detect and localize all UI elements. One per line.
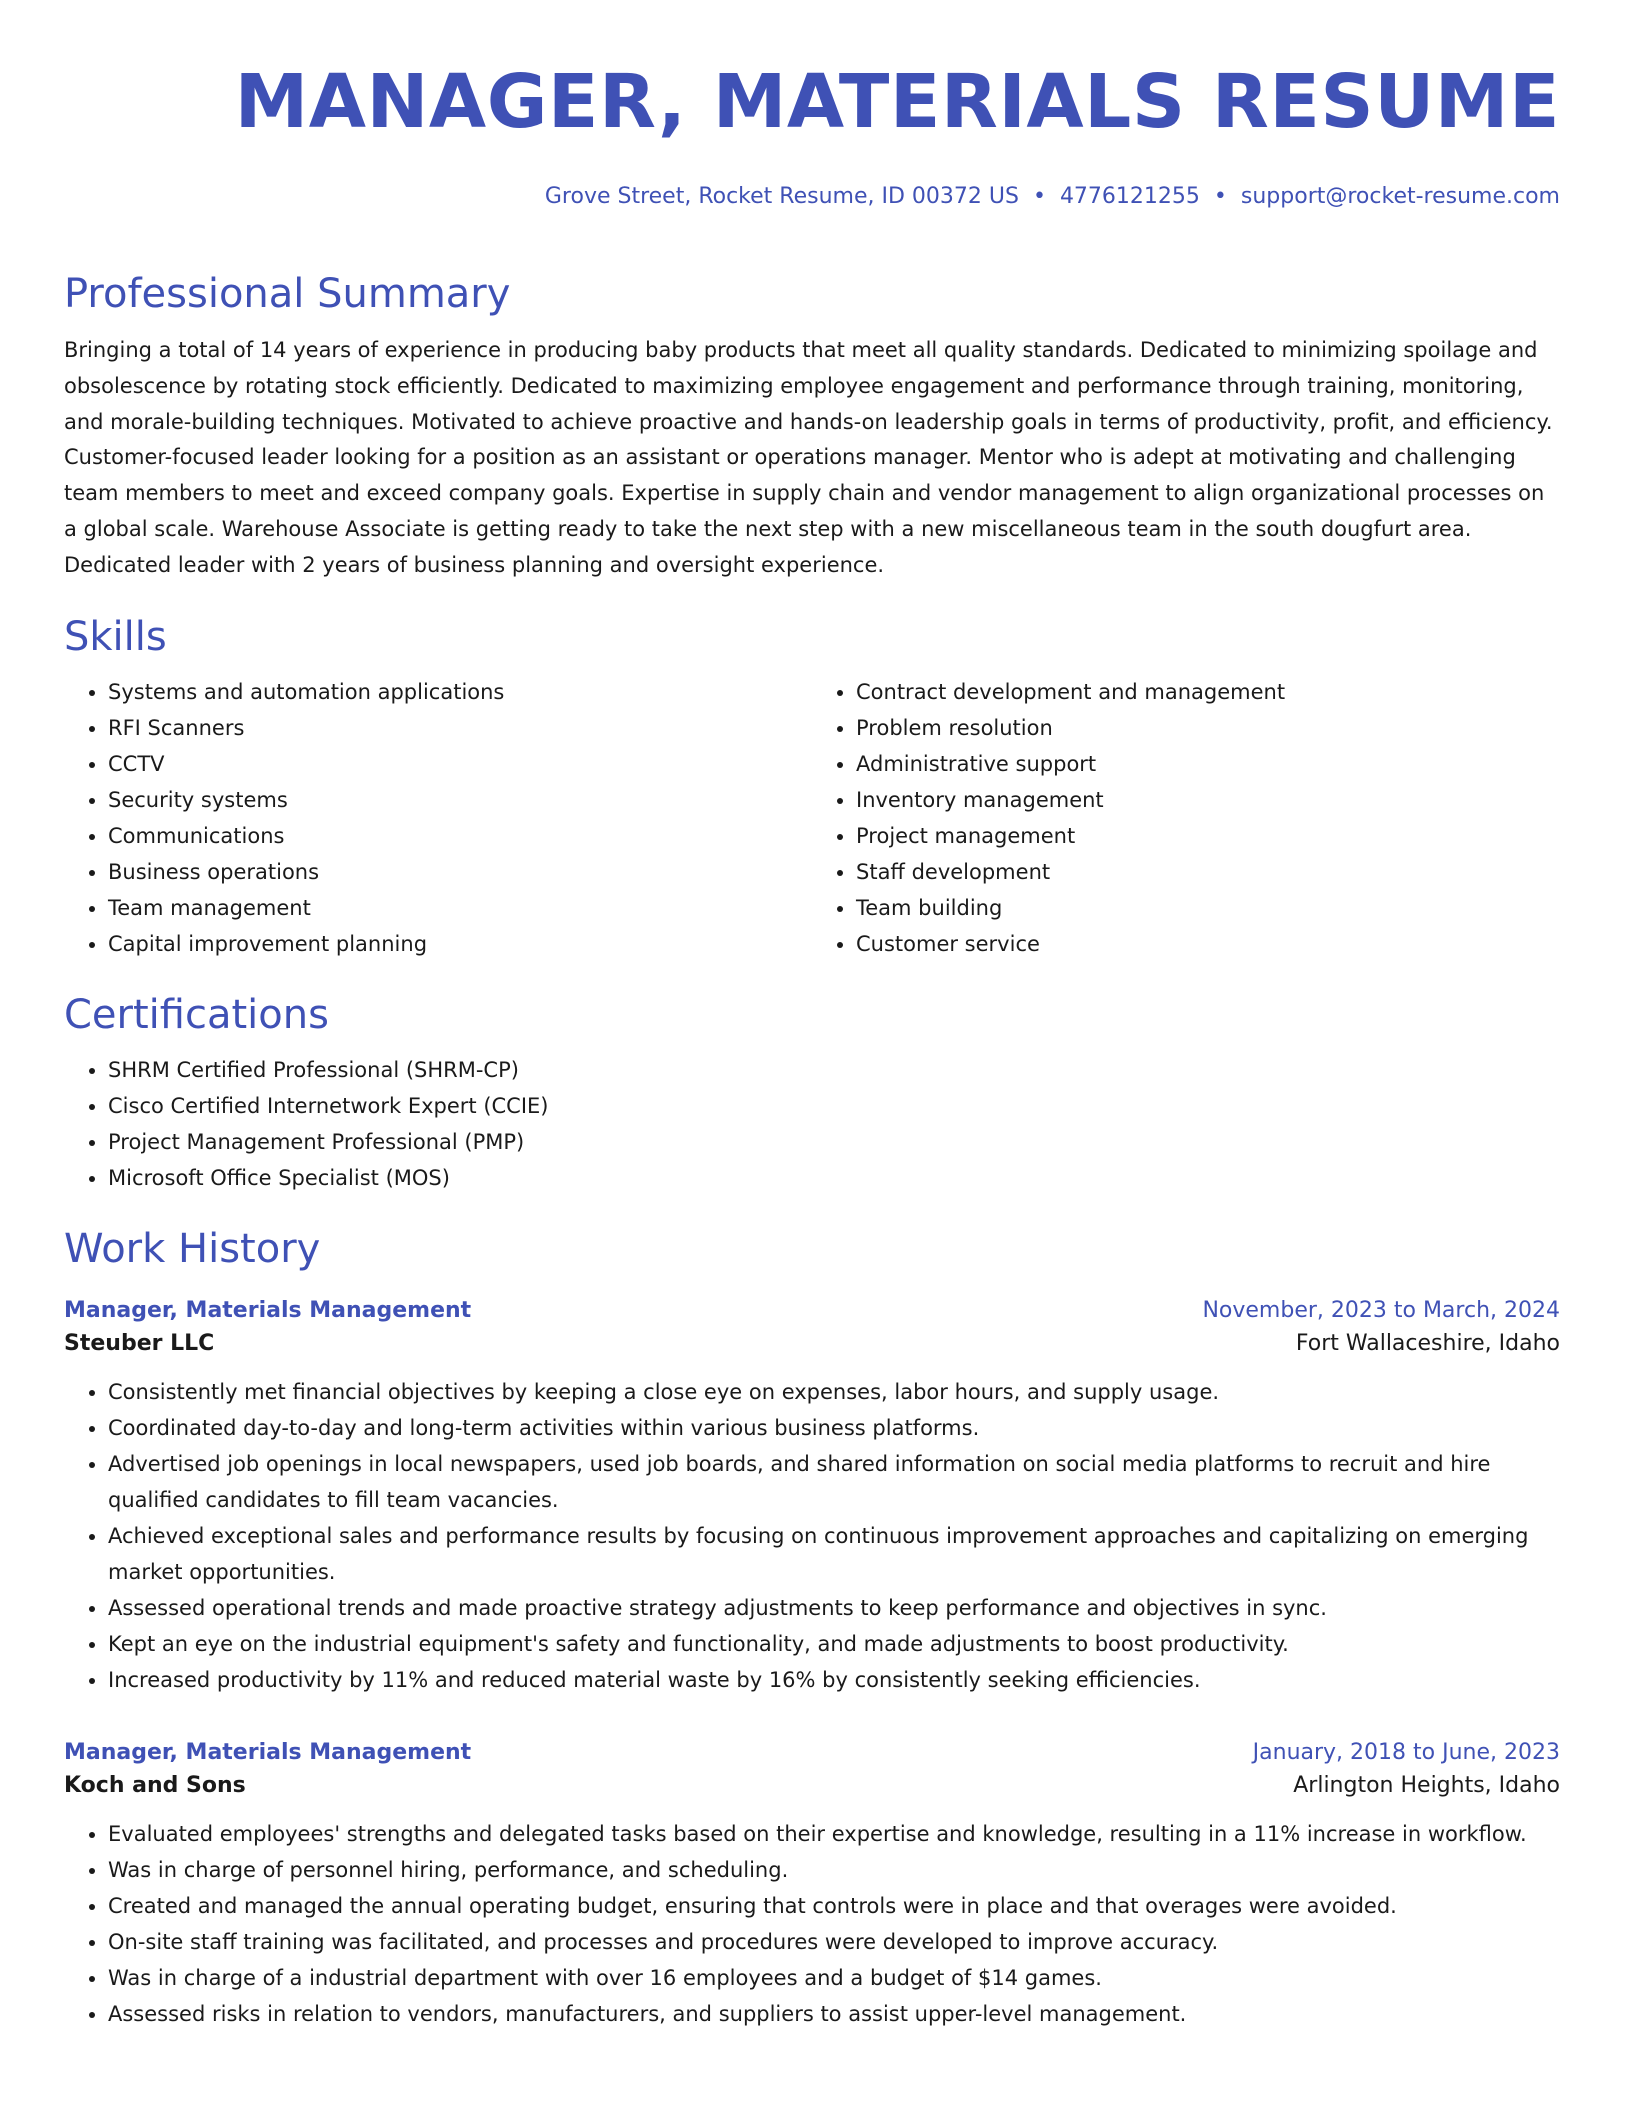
job-bullet: • Created and managed the annual operating budget, ensuring that controls were in place and that overages were avoided. — [108, 1888, 1560, 1924]
skill-item: • Systems and automation applications — [108, 674, 812, 710]
job-dates: November, 2023 to March, 2024 — [1202, 1297, 1560, 1323]
job-header — [64, 1740, 1560, 1765]
skill-item: • Administrative support — [856, 746, 1560, 782]
job-bullet: • Increased productivity by 11% and reduced material waste by 16% by consistently seeking efficiencies. — [108, 1662, 1560, 1698]
job-bullet: • Advertised job openings in local newspapers, used job boards, and shared information on social media platforms to recruit and hire qualified candidates to fill team vacancies. — [108, 1446, 1560, 1518]
job-company: Koch and Sons — [64, 1772, 246, 1798]
contact-email[interactable]: support@rocket-resume.com — [1240, 184, 1560, 209]
job-bullet: • Kept an eye on the industrial equipment's safety and functionality, and made adjustments to boost productivity. — [108, 1626, 1560, 1662]
separator-dot: • — [1213, 184, 1227, 209]
certification-item: • SHRM Certified Professional (SHRM-CP) — [108, 1052, 1560, 1088]
skills-column-right — [812, 674, 1560, 962]
job-bullet: • Assessed operational trends and made proactive strategy adjustments to keep performance and objectives in sync. — [108, 1590, 1560, 1626]
job-bullet: • On-site staff training was facilitated, and processes and procedures were developed to improve accuracy. — [108, 1924, 1560, 1960]
certification-item: • Cisco Certified Internetwork Expert (CCIE) — [108, 1088, 1560, 1124]
job-header — [64, 1298, 1560, 1323]
job-bullet: • Evaluated employees' strengths and delegated tasks based on their expertise and knowledge, resulting in a 11% increase in workflow. — [108, 1816, 1560, 1852]
skills-list — [64, 674, 1560, 962]
skill-item: • Communications — [108, 818, 812, 854]
job-bullet: • Consistently met financial objectives by keeping a close eye on expenses, labor hours, and supply usage. — [108, 1374, 1560, 1410]
skill-item: • Customer service — [856, 926, 1560, 962]
job-bullet: • Was in charge of personnel hiring, performance, and scheduling. — [108, 1852, 1560, 1888]
skill-item: • Problem resolution — [856, 710, 1560, 746]
skill-item: • Business operations — [108, 854, 812, 890]
job-bullets — [64, 1374, 1560, 1698]
resume-title: MANAGER, MATERIALS RESUME — [234, 59, 1560, 145]
job-title: Manager, Materials Management — [64, 1297, 472, 1323]
job-title: Manager, Materials Management — [64, 1739, 472, 1765]
skill-item: • RFI Scanners — [108, 710, 812, 746]
job-entry — [64, 1740, 1560, 2032]
contact-address: Grove Street, Rocket Resume, ID 00372 US — [544, 184, 1019, 209]
skill-item: • Capital improvement planning — [108, 926, 812, 962]
contact-phone: 4776121255 — [1059, 184, 1200, 209]
skill-item: • Security systems — [108, 782, 812, 818]
skill-item: • CCTV — [108, 746, 812, 782]
job-location: Arlington Heights, Idaho — [1293, 1772, 1560, 1798]
job-bullets — [64, 1816, 1560, 2032]
work-history-heading: Work History — [64, 1225, 321, 1272]
skill-item: • Contract development and management — [856, 674, 1560, 710]
separator-dot: • — [1032, 184, 1046, 209]
skill-item: • Staff development — [856, 854, 1560, 890]
job-subheader — [64, 1331, 1560, 1356]
resume-page — [64, 54, 1560, 2032]
certifications-heading: Certifications — [64, 991, 329, 1038]
certifications-list — [64, 1052, 1560, 1196]
job-location: Fort Wallaceshire, Idaho — [1295, 1330, 1560, 1356]
summary-text: Bringing a total of 14 years of experience in producing baby products that meet all quality standards. Dedicated to minimizing spoilage and obsolescence by rotating stock efficiently. Dedicated to maximizing employee engagement and performance through training, monitoring, and morale-building techniques. Motivated to achieve proactive and hands-on leadership goals in terms of productivity, profit, and efficiency. Customer-focused leader looking for a position as an assistant or operations manager. Mentor who is adept at motivating and challenging team members to meet and exceed company goals. Expertise in supply chain and vendor management to align organizational processes on a global scale. Warehouse Associate is getting ready to take the next step with a new miscellaneous team in the south dougfurt area. Dedicated leader with 2 years of business planning and oversight experience. — [64, 338, 1553, 577]
job-entry — [64, 1298, 1560, 1698]
summary-heading: Professional Summary — [64, 271, 511, 317]
skills-heading: Skills — [64, 613, 167, 660]
job-subheader — [64, 1773, 1560, 1798]
certification-item: • Project Management Professional (PMP) — [108, 1124, 1560, 1160]
skill-item: • Project management — [856, 818, 1560, 854]
skill-item: • Team building — [856, 890, 1560, 926]
job-dates: January, 2018 to June, 2023 — [1252, 1739, 1560, 1765]
job-bullet: • Coordinated day-to-day and long-term activities within various business platforms. — [108, 1410, 1560, 1446]
skill-item: • Team management — [108, 890, 812, 926]
job-bullet: • Was in charge of a industrial department with over 16 employees and a budget of $14 games. — [108, 1960, 1560, 1996]
skill-item: • Inventory management — [856, 782, 1560, 818]
job-bullet: • Assessed risks in relation to vendors, manufacturers, and suppliers to assist upper-level management. — [108, 1996, 1560, 2032]
skills-column-left — [64, 674, 812, 962]
contact-line — [64, 184, 1560, 209]
certification-item: • Microsoft Office Specialist (MOS) — [108, 1160, 1560, 1196]
job-bullet: • Achieved exceptional sales and performance results by focusing on continuous improvement approaches and capitalizing on emerging market opportunities. — [108, 1518, 1560, 1590]
job-company: Steuber LLC — [64, 1330, 215, 1356]
